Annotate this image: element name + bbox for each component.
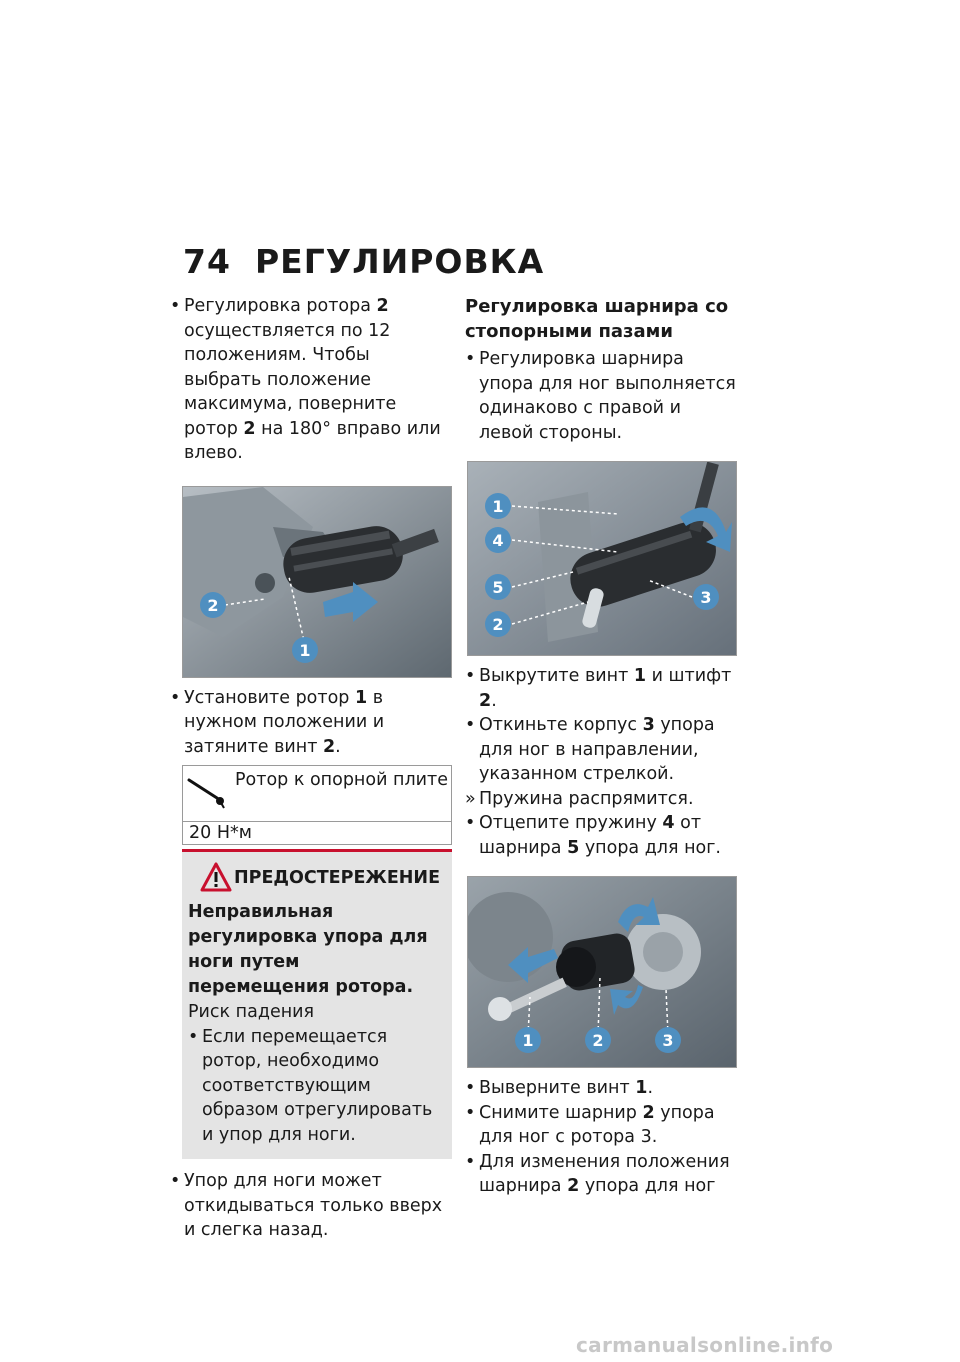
page-number: 74 [183,242,231,281]
warning-triangle-icon [200,862,232,892]
svg-text:3: 3 [662,1031,674,1050]
watermark: carmanualsonline.info [576,1333,834,1357]
section-heading: Регулировка шарнира со стопорными пазами [465,296,729,342]
warning-heading: Неправильная регулировка упора для ноги путем перемещения ротора. [188,902,428,997]
intro-bullet: • Регулировка ротора 2 осуществляется по 12 положениям. Чтобы выбрать положение максимума, поверните ротор 2 на 180° вправо или влево. [170,296,441,463]
callout-2 [200,592,226,618]
figure-screw-removal [467,876,737,1068]
callout-1 [485,493,511,519]
joint-intro-bullet: • Регулировка шарнира упора для ног выполняется одинаково с правой и левой стороны. [465,349,736,443]
callout-2 [485,611,511,637]
callout-3 [655,1027,681,1053]
svg-text:1: 1 [492,497,504,516]
list-item: » Пружина распрямится. [465,788,694,809]
warning-bullet: • Если перемещается ротор, необходимо соответствующим образом отрегулировать и упор для ноги. [188,1026,433,1145]
svg-text:4: 4 [492,531,504,550]
svg-text:5: 5 [492,578,504,597]
callout-1 [292,637,318,663]
callout-1 [515,1027,541,1053]
torque-wrench-icon [187,776,227,810]
callout-5 [485,574,511,600]
svg-text:2: 2 [492,615,504,634]
list-item: • Снимите шарнир 2 упора для ног с ротора 3. [465,1102,715,1147]
list-item: • Откиньте корпус 3 упора для ног в направлении, указанном стрелкой. [465,715,715,784]
callout-3 [693,584,719,610]
svg-text:1: 1 [299,640,311,660]
callout-4 [485,527,511,553]
list-item: • Выкрутите винт 1 и штифт 2. [465,666,732,711]
list-item: • Для изменения положения шарнира 2 упора для ног [465,1151,730,1196]
page-header [183,242,544,281]
left-column [170,294,452,1243]
warning-title: ПРЕДОСТЕРЕЖЕНИЕ [234,868,441,888]
svg-text:1: 1 [522,1031,534,1050]
figure-joint-removal [467,461,737,656]
steps-list-2 [465,1076,740,1199]
install-rotor-bullet: • Установите ротор 1 в нужном положении и затяните винт 2. [170,687,385,757]
figure-rotor-adjust [182,486,452,678]
torque-spec-table [182,765,452,845]
section-title: РЕГУЛИРОВКА [255,242,545,281]
svg-text:2: 2 [207,595,219,615]
warning-box [182,849,452,1159]
svg-text:2: 2 [592,1031,604,1050]
callout-2 [585,1027,611,1053]
steps-list-1 [465,664,740,860]
list-item: • Выверните винт 1. [465,1078,654,1098]
list-item: • Отцепите пружину 4 от шарнира 5 упора для ног. [465,813,721,858]
final-bullet: • Упор для ноги может откидываться только вверх и слегка назад. [170,1171,443,1240]
torque-value: 20 Н*м [189,823,252,843]
warning-risk: Риск падения [188,1002,315,1022]
torque-label: Ротор к опорной плите [235,770,448,790]
right-column [465,294,740,1199]
svg-text:3: 3 [700,588,712,607]
